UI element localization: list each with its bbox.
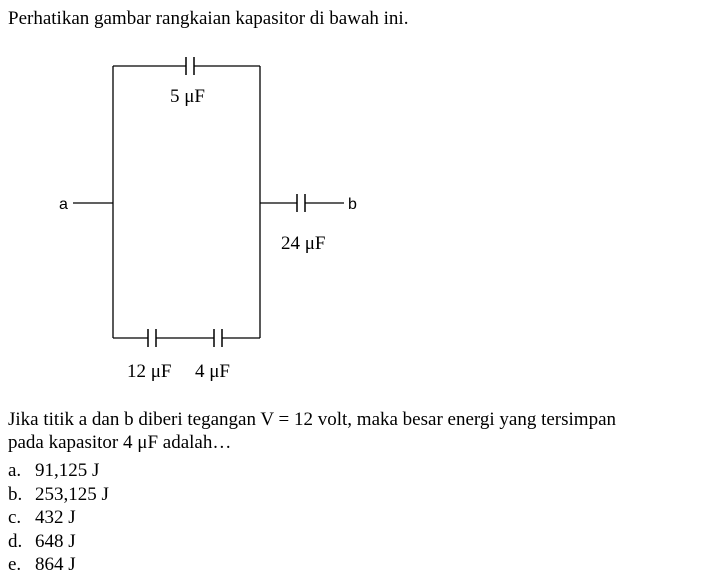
option-c[interactable] [8,506,109,530]
node-a-label: a [59,196,68,213]
option-letter: b. [8,483,23,505]
option-a[interactable] [8,459,109,483]
option-text: 648 J [35,530,76,552]
option-text: 91,125 J [35,460,100,481]
capacitor-top-label: 5 μF [170,86,206,107]
capacitor-4uf-label: 4 μF [195,361,231,382]
question-line-2: pada kapasitor 4 μF adalah… [8,432,232,453]
capacitor-24uf-label: 24 μF [281,233,326,254]
option-letter: e. [8,554,22,575]
option-d[interactable] [8,530,109,554]
answer-options [8,459,109,577]
option-text: 864 J [35,554,76,575]
option-text: 432 J [35,507,76,528]
question-line-1: Jika titik a dan b diberi tegangan V = 12 volt, maka besar energi yang tersimpan [8,409,617,430]
option-b[interactable] [8,483,109,507]
capacitor-12uf-label: 12 μF [127,361,172,382]
node-b-label: b [348,196,357,213]
option-e[interactable] [8,553,109,577]
option-letter: a. [8,460,22,481]
intro-text: Perhatikan gambar rangkaian kapasitor di bawah ini. [8,8,409,29]
question-text [8,408,616,454]
option-letter: d. [8,530,23,552]
option-text: 253,125 J [35,483,109,505]
option-letter: c. [8,507,22,528]
